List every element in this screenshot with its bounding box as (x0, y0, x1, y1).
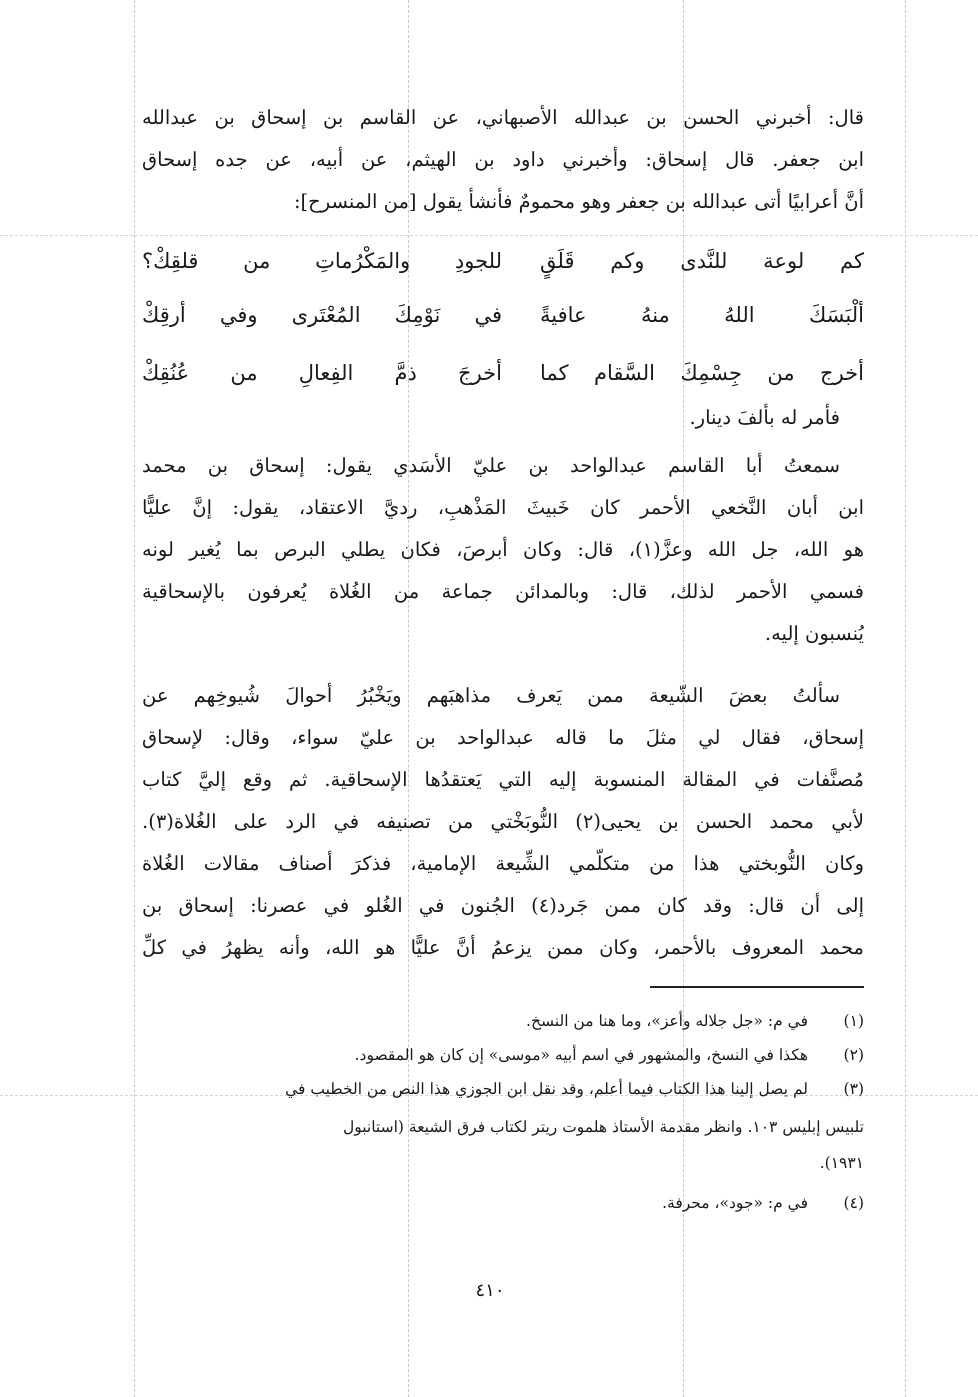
verse-hemistich-first: كم لوعة للنَّدى وكم قَلَقٍ (540, 249, 864, 273)
text-line: فأمر له بألفَ دينار. (689, 406, 840, 429)
page-number: ٤١٠ (475, 1280, 505, 1301)
text-line: يُنسبون إليه. (764, 622, 864, 645)
text-line: لأبي محمد الحسن بن يحيى(٢) النُّوبَخْتي من تصنيفه في الرد على الغُلاة(٣). (142, 810, 864, 833)
text-line: إلى أن قال: وقد كان ممن جَرد(٤) الجُنون في الغُلو في عصرنا: إسحاق بن (142, 894, 864, 917)
footnote-continuation (142, 1148, 864, 1178)
footnote-number: (٤) (843, 1194, 864, 1212)
text-line: وكان النُّوبختي هذا من متكلّمي الشِّيعة الإمامية، فذكرَ أصناف مقالات الغُلاة (142, 852, 864, 875)
text-line: هو الله، جل الله وعزَّ(١)، قال: وكان أبرصَ، فكان يطلي البرص بما يُغير لونه (142, 538, 864, 561)
footnote (142, 1006, 864, 1036)
scan-guide-line (134, 0, 135, 1397)
verse-hemistich-second: للجودِ والمَكْرُماتِ من قلقِكْ؟ (142, 249, 502, 273)
footnote (142, 1188, 864, 1218)
footnote-text: في م: «جل جلاله وأعز»، وما هنا من النسخ. (526, 1012, 808, 1030)
text-line: سمعتُ أبا القاسم عبدالواحد بن عليّ الأسَدي يقول: إسحاق بن محمد (142, 454, 840, 477)
text-line: فسمي الأحمر لذلك، قال: وبالمدائن جماعة من الغُلاة يُعرفون بالإسحاقية (142, 580, 864, 603)
footnote-text: لم يصل إلينا هذا الكتاب فيما أعلم، وقد نقل ابن الجوزي هذا النص من الخطيب في (285, 1080, 808, 1098)
text-line: قال: أخبرني الحسن بن عبدالله الأصبهاني، عن القاسم بن إسحاق بن عبدالله (142, 106, 864, 129)
verse-hemistich-second: أخرجَ ذمَّ الفِعالِ من عُنُقِكْ (142, 361, 502, 385)
verse-hemistich-first: ألْبَسَكَ اللهُ منهُ عافيةً (540, 303, 864, 327)
scan-guide-line (905, 0, 906, 1397)
footnote-continuation (142, 1112, 864, 1142)
text-line: أنَّ أعرابيًا أتى عبدالله بن جعفر وهو محمومٌ فأنشأ يقول [من المنسرح]: (293, 190, 864, 213)
footnote-separator (650, 986, 864, 988)
footnote-text: هكذا في النسخ، والمشهور في اسم أبيه «موسى» إن كان هو المقصود. (354, 1046, 808, 1064)
footnote-number: (٢) (843, 1046, 864, 1064)
footnote-text: في م: «جود»، محرفة. (662, 1194, 808, 1212)
footnote-number: (٣) (843, 1080, 864, 1098)
text-line: ابن أبان النَّخعي الأحمر كان خَبيثَ المَذْهبِ، رديَّ الاعتقاد، يقول: إنَّ عليًّا (142, 496, 864, 519)
footnote-text: تلبيس إبليس ١٠٣. وانظر مقدمة الأستاذ هلموت ريتر لكتاب فرق الشيعة (استانبول (342, 1118, 864, 1136)
footnote (142, 1040, 864, 1070)
footnote-number: (١) (843, 1012, 864, 1030)
verse-hemistich-second: في نَوْمِكَ المُعْتَرى وفي أرقِكْ (142, 303, 502, 327)
footnote-text: ١٩٣١). (819, 1154, 864, 1172)
verse-hemistich-first: أخرج من جِسْمِكَ السَّقام كما (540, 361, 864, 385)
text-line: محمد المعروف بالأحمر، وكان ممن يزعمُ أنَّ عليًّا هو الله، وأنه يظهرُ في كلِّ (142, 936, 864, 959)
footnote (142, 1074, 864, 1104)
text-line: ابن جعفر. قال إسحاق: وأخبرني داود بن الهيثم، عن أبيه، عن جده إسحاق (142, 148, 864, 171)
text-line: سألتُ بعضَ الشّيعة ممن يَعرف مذاهبَهم ويَخْبُرُ أحوالَ شُيوخِهم عن (142, 684, 840, 707)
text-line: مُصنَّفات في المقالة المنسوبة إليه التي يَعتقدُها الإسحاقية. ثم وقع إليَّ كتاب (142, 768, 864, 791)
text-line: إسحاق، فقال لي مثلَ ما قاله عبدالواحد بن عليّ سواء، وقال: لإسحاق (142, 726, 864, 749)
